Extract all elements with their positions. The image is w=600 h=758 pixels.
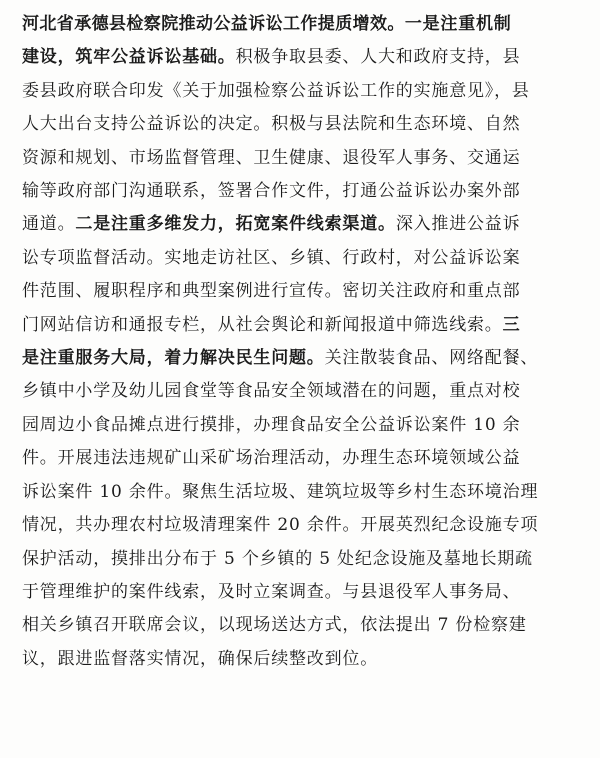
- body-text: 诉讼案件 10 余件。聚焦生活垃圾、建筑垃圾等乡村生态环境治理: [22, 481, 539, 502]
- text-line: [22, 175, 586, 208]
- body-text: 资源和规划、市场监督管理、卫生健康、退役军人事务、交通运: [22, 147, 521, 168]
- text-line: [22, 41, 586, 74]
- body-text: 议，跟进监督落实情况，确保后续整改到位。: [22, 648, 378, 669]
- body-text: 情况，共办理农村垃圾清理案件 20 余件。开展英烈纪念设施专项: [22, 515, 539, 536]
- text-line: [22, 108, 586, 141]
- text-line: [22, 643, 586, 676]
- text-line: [22, 208, 586, 241]
- text-line: [22, 576, 586, 609]
- body-text: 关注散装食品、网络配餐、: [324, 348, 539, 369]
- emphasis-text: 二是注重多维发力，拓宽案件线索渠道。: [75, 214, 396, 235]
- text-line: [22, 8, 586, 41]
- text-line: [22, 409, 586, 442]
- text-line: [22, 442, 586, 475]
- text-line: [22, 142, 586, 175]
- body-text: 深入推进公益诉: [395, 214, 521, 235]
- emphasis-text: 一是注重机制: [404, 14, 512, 34]
- text-line: [22, 75, 586, 108]
- body-text: 委县政府联合印发《关于加强检察公益诉讼工作的实施意见》，县: [22, 80, 530, 101]
- body-text: 相关乡镇召开联席会议，以现场送达方式，依法提出 7 份检察建: [22, 615, 527, 636]
- text-line: [22, 342, 586, 375]
- body-text: 人大出台支持公益诉讼的决定。积极与县法院和生态环境、自然: [22, 114, 521, 135]
- text-line: [22, 242, 586, 275]
- body-text: 于管理维护的案件线索，及时立案调查。与县退役军人事务局、: [22, 581, 521, 602]
- text-line: [22, 509, 586, 542]
- body-text: 乡镇中小学及幼儿园食堂等食品安全领域潜在的问题，重点对校: [22, 381, 521, 402]
- text-line: [22, 375, 586, 408]
- emphasis-text: 三: [502, 314, 521, 335]
- body-paragraph: [22, 8, 586, 676]
- body-text: 园周边小食品摊点进行摸排，办理食品安全公益诉讼案件 10 余: [22, 414, 521, 435]
- body-text: 通道。: [22, 214, 76, 235]
- emphasis-text: 是注重服务大局，着力解决民生问题。: [22, 348, 325, 369]
- text-line: [22, 275, 586, 308]
- body-text: 积极争取县委、人大和政府支持，县: [235, 47, 521, 68]
- body-text: 输等政府部门沟通联系，签署合作文件，打通公益诉讼办案外部: [22, 181, 521, 202]
- text-line: [22, 609, 586, 642]
- text-line: [22, 309, 586, 342]
- text-line: [22, 543, 586, 576]
- body-text: 件。开展违法违规矿山采矿场治理活动，办理生态环境领域公益: [22, 448, 521, 469]
- emphasis-text: 建设，筑牢公益诉讼基础。: [22, 47, 236, 68]
- body-text: 讼专项监督活动。实地走访社区、乡镇、行政村，对公益诉讼案: [22, 247, 521, 268]
- emphasis-text: 河北省承德县检察院推动公益诉讼工作提质增效。: [22, 14, 405, 34]
- body-text: 件范围、履职程序和典型案例进行宣传。密切关注政府和重点部: [22, 281, 521, 302]
- body-text: 保护活动，摸排出分布于 5 个乡镇的 5 处纪念设施及墓地长期疏: [22, 548, 533, 569]
- text-line: [22, 476, 586, 509]
- body-text: 门网站信访和通报专栏，从社会舆论和新闻报道中筛选线索。: [22, 314, 503, 335]
